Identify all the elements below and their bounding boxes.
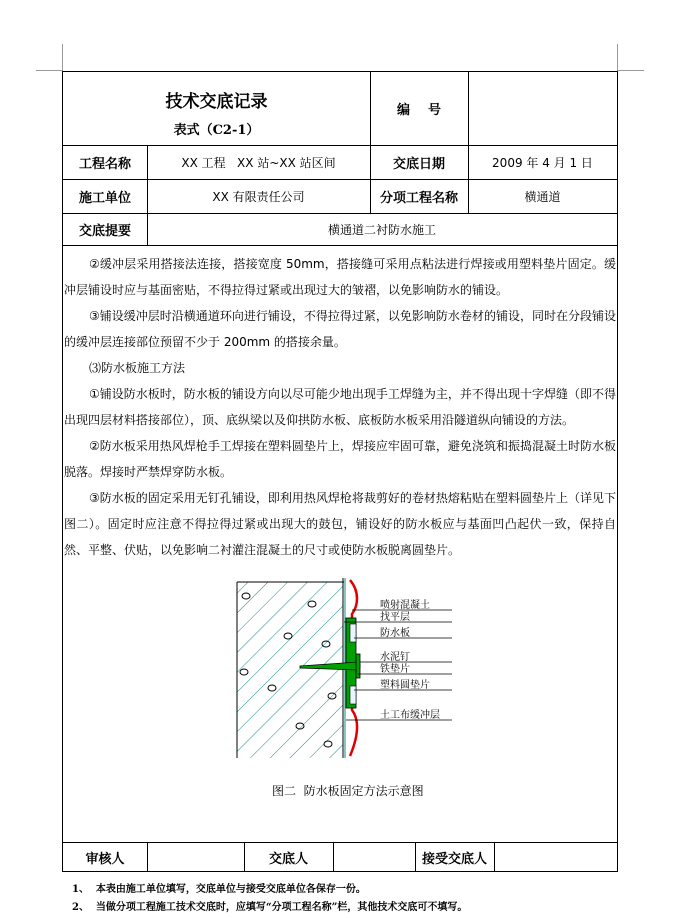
content-paragraph: ⑶防水板施工方法 (89, 361, 186, 375)
note-2: 2、 当做分项工程施工技术交底时，应填写“分项工程名称”栏，其他技术交底可不填写。 (72, 902, 468, 913)
note-1: 1、 本表由施工单位填写，交底单位与接受交底单位各保存一份。 (72, 884, 366, 895)
content-paragraph: ②防水板采用热风焊枪手工焊接在塑料圆垫片上，焊接应牢固可靠，避免浇筑和振捣混凝土时防水板脱落。焊接时严禁焊穿防水板。 (64, 439, 616, 479)
diagram-label: 找平层 (380, 612, 410, 623)
diagram-label: 塑料圆垫片 (380, 680, 430, 691)
form-title: 技术交底记录 (165, 91, 268, 112)
rock-face (237, 582, 343, 758)
summary-value[interactable]: 横通道二衬防水施工 (327, 222, 436, 237)
diagram-label: 喷射混凝土 (380, 600, 430, 611)
form-code: 表式（C2-1） (173, 122, 260, 138)
diagram-label: 水泥钉 (380, 652, 410, 663)
unit-label: 施工单位 (78, 190, 131, 206)
project-value[interactable]: XX 工程 XX 站~XX 站区间 (181, 155, 336, 170)
discloser-label: 交底人 (268, 851, 308, 867)
content-paragraph: ②缓冲层采用搭接法连接，搭接宽度 50mm，搭接缝可采用点粘法进行焊接或用塑料垫片固定。缓冲层铺设时应与基面密贴，不得拉得过紧或出现过大的皱褶，以免影响防水的铺设。 (64, 257, 616, 297)
crop-mark (62, 44, 63, 71)
summary-label: 交底提要 (78, 223, 131, 239)
diagram-label: 土工布缓冲层 (380, 710, 440, 721)
date-label: 交底日期 (392, 156, 445, 172)
receiver-label: 接受交底人 (421, 851, 487, 867)
figure-caption: 图二 防水板固定方法示意图 (272, 784, 424, 798)
number-value[interactable] (468, 72, 617, 145)
reviewer-value[interactable] (147, 842, 244, 872)
number-label: 编 号 (396, 103, 442, 118)
content-paragraph: ③铺设缓冲层时沿横通道环向进行铺设，不得拉得过紧，以免影响防水卷材的铺设，同时在分段铺设的缓冲层连接部位预留不少于 200mm 的搭接余量。 (64, 309, 616, 349)
diagram-label: 铁垫片 (380, 664, 410, 675)
receiver-value[interactable] (494, 842, 617, 872)
subproject-value[interactable]: 横通道 (524, 189, 561, 204)
discloser-value[interactable] (333, 842, 415, 872)
diagram-label: 防水板 (380, 628, 410, 639)
content-paragraph: ③防水板的固定采用无钉孔铺设，即利用热风焊枪将裁剪好的卷材热熔粘贴在塑料圆垫片上（详见下图二）。固定时应注意不得拉得过紧或出现大的鼓包，铺设好的防水板应与基面凹凸起伏一致，保持自然、平整、伏贴，以免影响二衬灌注混凝土的尺寸或使防水板脱离圆垫片。 (64, 491, 616, 557)
crop-mark (617, 44, 618, 71)
reviewer-label: 审核人 (85, 851, 125, 867)
iron-washer (356, 654, 360, 678)
disclosure-content (64, 251, 616, 563)
row-divider (63, 245, 617, 246)
subproject-label: 分项工程名称 (379, 190, 458, 206)
project-label: 工程名称 (78, 156, 131, 172)
waterproof-fixing-diagram (232, 578, 462, 758)
date-value[interactable]: 2009 年 4 月 1 日 (492, 155, 593, 170)
plastic-pad (350, 686, 356, 704)
crop-mark (618, 70, 644, 71)
content-paragraph: ①铺设防水板时，防水板的铺设方向以尽可能少地出现手工焊缝为主，并不得出现十字焊缝（即不得出现四层材料搭接部位），顶、底纵梁以及仰拱防水板、底板防水板采用沿隧道纵向铺设的方法。 (64, 387, 616, 427)
unit-value[interactable]: XX 有限责任公司 (212, 189, 305, 204)
crop-mark (36, 70, 62, 71)
plastic-pad (350, 624, 356, 642)
